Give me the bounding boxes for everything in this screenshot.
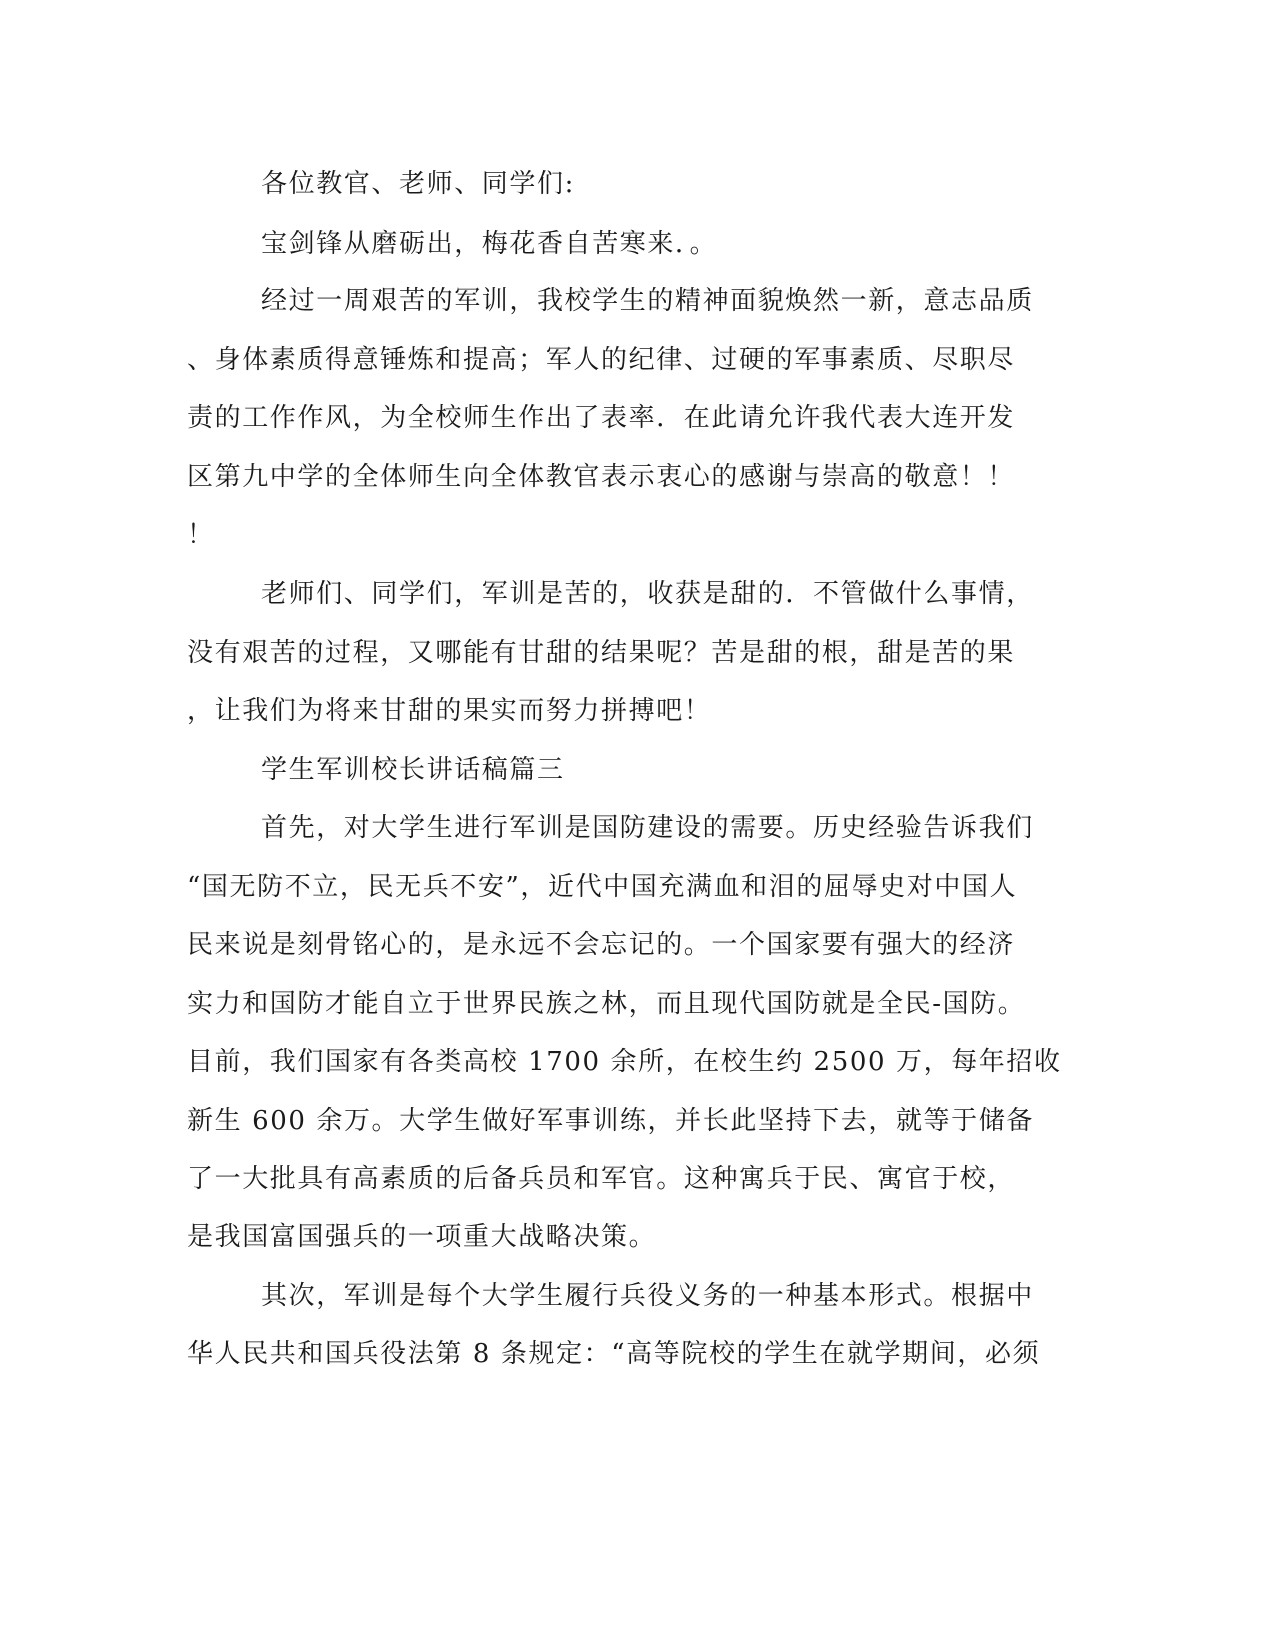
paragraph-line: 目前，我们国家有各类高校 1700 余所，在校生约 2500 万，每年招收: [187, 1047, 1062, 1077]
paragraph-line: 其次，军训是每个大学生履行兵役义务的一种基本形式。根据中: [261, 1281, 1034, 1311]
paragraph-line: 新生 600 余万。大学生做好军事训练，并长此坚持下去，就等于储备: [187, 1106, 1034, 1136]
paragraph-line: 实力和国防才能自立于世界民族之林，而且现代国防就是全民-国防。: [187, 989, 1026, 1019]
paragraph-line: 了一大批具有高素质的后备兵员和军官。这种寓兵于民、寓官于校，: [187, 1164, 1016, 1194]
paragraph-line: 、身体素质得意锤炼和提高；军人的纪律、过硬的军事素质、尽职尽: [187, 345, 1016, 375]
paragraph-line: 责的工作作风，为全校师生作出了表率．在此请允许我代表大连开发: [187, 403, 1016, 433]
paragraph-line: ！: [187, 520, 215, 550]
paragraph-line: ，让我们为将来甘甜的果实而努力拼搏吧！: [187, 696, 712, 726]
paragraph-line: “国无防不立，民无兵不安”，近代中国充满血和泪的屈辱史对中国人: [187, 872, 1018, 902]
paragraph-line: 华人民共和国兵役法第 8 条规定：“高等院校的学生在就学期间，必须: [187, 1339, 1041, 1369]
paragraph-line: 首先，对大学生进行军训是国防建设的需要。历史经验告诉我们: [261, 813, 1034, 843]
paragraph-line: 宝剑锋从磨砺出，梅花香自苦寒来．。: [261, 229, 718, 259]
section-heading: 学生军训校长讲话稿篇三: [261, 755, 565, 785]
paragraph-line: 经过一周艰苦的军训，我校学生的精神面貌焕然一新，意志品质: [261, 286, 1034, 316]
paragraph-line: 是我国富国强兵的一项重大战略决策。: [187, 1222, 657, 1252]
paragraph-line: 没有艰苦的过程，又哪能有甘甜的结果呢？苦是甜的根，甜是苦的果: [187, 638, 1016, 668]
paragraph-line: 老师们、同学们，军训是苦的，收获是甜的．不管做什么事情，: [261, 579, 1034, 609]
paragraph-line: 民来说是刻骨铭心的，是永远不会忘记的。一个国家要有强大的经济: [187, 930, 1016, 960]
paragraph-line: 区第九中学的全体师生向全体教官表示衷心的感谢与崇高的敬意！！: [187, 462, 1016, 492]
salutation: 各位教官、老师、同学们:: [261, 169, 575, 199]
